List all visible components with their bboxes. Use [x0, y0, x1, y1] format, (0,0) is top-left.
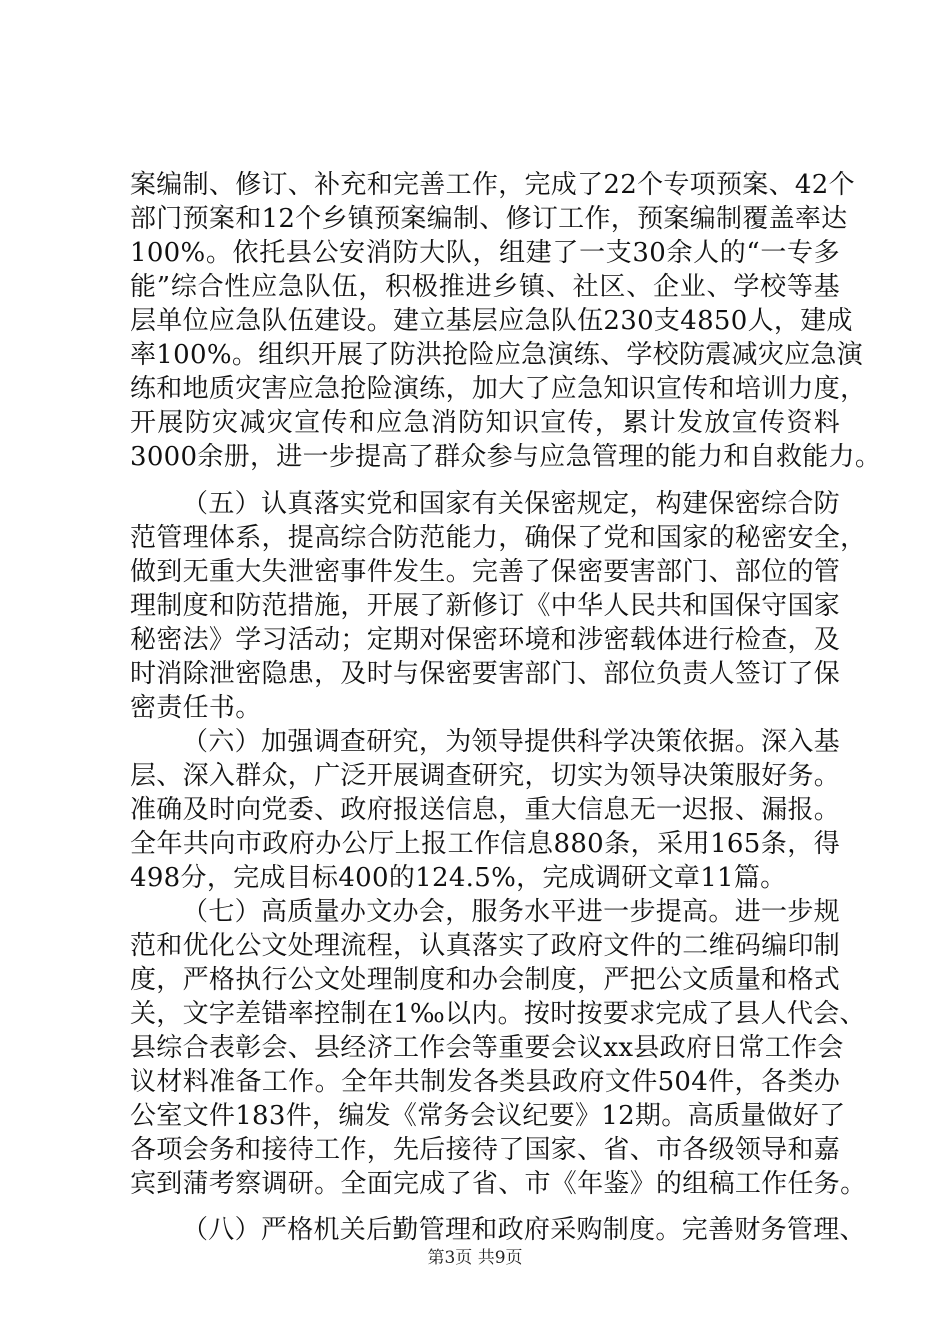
- text-line: 县综合表彰会、县经济工作会等重要会议xx县政府日常工作会: [130, 1033, 844, 1063]
- text-line: 度，严格执行公文处理制度和办会制度，严把公文质量和格式: [130, 965, 841, 995]
- text-line: 练和地质灾害应急抢险演练，加大了应急知识宣传和培训力度，: [130, 374, 867, 404]
- text-line: 率100%。组织开展了防洪抢险应急演练、学校防震减灾应急演: [130, 340, 864, 370]
- text-line: 能”综合性应急队伍，积极推进乡镇、社区、企业、学校等基: [130, 272, 840, 302]
- text-line: 理制度和防范措施，开展了新修订《中华人民共和国保守国家: [130, 591, 841, 621]
- text-line: 范和优化公文处理流程，认真落实了政府文件的二维码编印制: [130, 931, 841, 961]
- text-line: 时消除泄密隐患，及时与保密要害部门、部位负责人签订了保: [130, 659, 841, 689]
- text-line: 公室文件183件，编发《常务会议纪要》12期。高质量做好了: [130, 1101, 846, 1131]
- text-line: 开展防灾减灾宣传和应急消防知识宣传，累计发放宣传资料: [130, 408, 840, 438]
- page-footer: 第3页 共9页: [427, 1248, 523, 1268]
- paragraph-heading-line: （六）加强调查研究，为领导提供科学决策依据。深入基: [182, 727, 840, 757]
- paragraph-heading-line: （七）高质量办文办会，服务水平进一步提高。进一步规: [182, 897, 840, 927]
- text-line: 做到无重大失泄密事件发生。完善了保密要害部门、部位的管: [130, 557, 841, 587]
- text-line: 关，文字差错率控制在1‰以内。按时按要求完成了县人代会、: [130, 999, 866, 1029]
- text-line: 议材料准备工作。全年共制发各类县政府文件504件，各类办: [130, 1067, 840, 1097]
- text-line: 秘密法》学习活动；定期对保密环境和涉密载体进行检查，及: [130, 625, 841, 655]
- text-line: 3000余册，进一步提高了群众参与应急管理的能力和自救能力。: [130, 442, 882, 472]
- text-line: 各项会务和接待工作，先后接待了国家、省、市各级领导和嘉: [130, 1135, 841, 1165]
- paragraph-heading-line: （五）认真落实党和国家有关保密规定，构建保密综合防: [182, 489, 840, 519]
- text-line: 密责任书。: [130, 693, 262, 723]
- text-line: 层、深入群众，广泛开展调查研究，切实为领导决策服好务。: [130, 761, 841, 791]
- text-line: 宾到蒲考察调研。全面完成了省、市《年鉴》的组稿工作任务。: [130, 1169, 867, 1199]
- paragraph-heading-line: （八）严格机关后勤管理和政府采购制度。完善财务管理、: [182, 1215, 866, 1245]
- text-line: 全年共向市政府办公厅上报工作信息880条，采用165条，得: [130, 829, 840, 859]
- text-line: 范管理体系，提高综合防范能力，确保了党和国家的秘密安全，: [130, 523, 867, 553]
- text-line: 准确及时向党委、政府报送信息，重大信息无一迟报、漏报。: [130, 795, 841, 825]
- text-line: 498分，完成目标400的124.5%，完成调研文章11篇。: [130, 863, 787, 893]
- text-line: 层单位应急队伍建设。建立基层应急队伍230支4850人，建成: [130, 306, 853, 336]
- text-line: 100%。依托县公安消防大队，组建了一支30余人的“一专多: [130, 238, 840, 268]
- text-line: 部门预案和12个乡镇预案编制、修订工作，预案编制覆盖率达: [130, 204, 848, 234]
- text-line: 案编制、修订、补充和完善工作，完成了22个专项预案、42个: [130, 170, 855, 200]
